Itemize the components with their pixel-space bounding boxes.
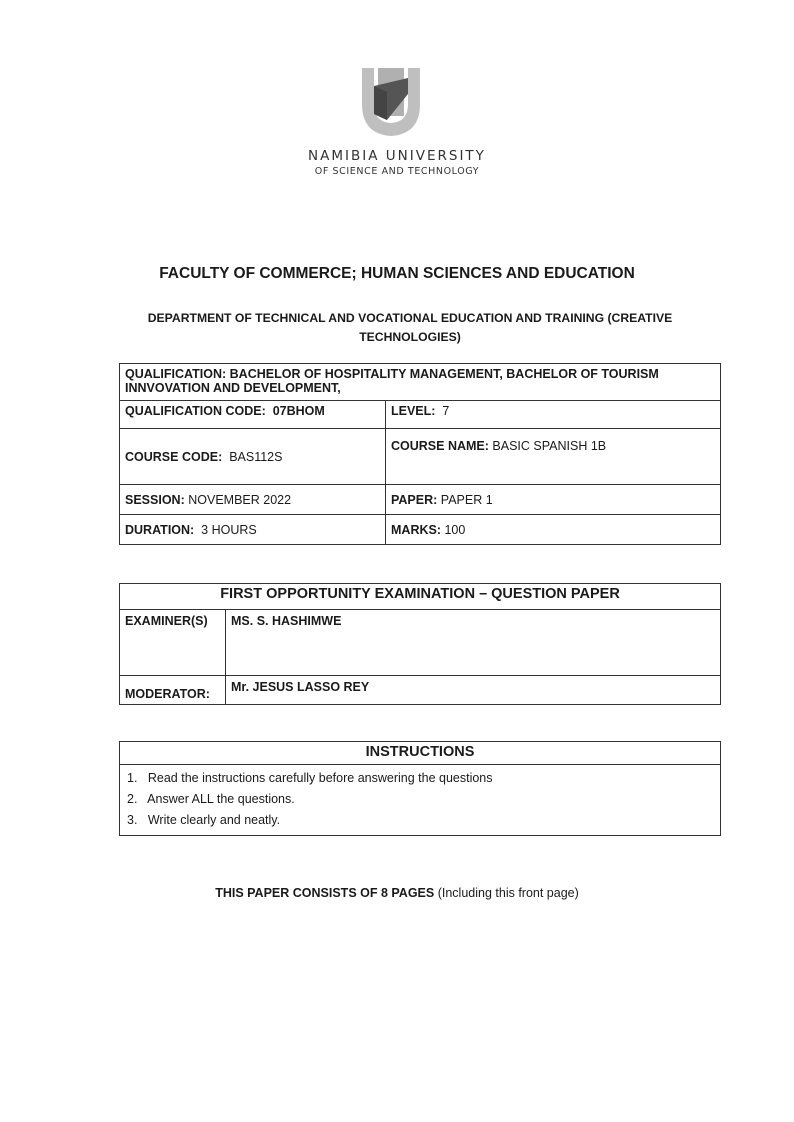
paper-cell bbox=[386, 485, 721, 515]
moderator-label: MODERATOR: bbox=[120, 676, 226, 705]
session-value: NOVEMBER 2022 bbox=[188, 492, 292, 507]
examination-table bbox=[119, 583, 721, 705]
instruction-number: 3. bbox=[127, 813, 138, 827]
instruction-item bbox=[127, 768, 713, 789]
qualification-code-value: 07BHOM bbox=[272, 404, 325, 418]
examiner-value: MS. S. HASHIMWE bbox=[226, 610, 721, 676]
level-label: LEVEL: bbox=[391, 404, 436, 418]
paper-label: PAPER: bbox=[391, 492, 438, 507]
instructions-list bbox=[120, 765, 721, 836]
marks-value: 100 bbox=[444, 522, 466, 537]
instruction-item bbox=[127, 789, 713, 810]
instruction-text: Write clearly and neatly. bbox=[147, 813, 281, 827]
page-count-normal: (Including this front page) bbox=[437, 886, 579, 900]
page-count-bold: THIS PAPER CONSISTS OF 8 PAGES bbox=[215, 886, 435, 900]
department-title: DEPARTMENT OF TECHNICAL AND VOCATIONAL EDUCATION AND TRAINING (CREATIVE TECHNOLOGIES) bbox=[147, 311, 673, 344]
examiner-label: EXAMINER(S) bbox=[120, 610, 226, 676]
university-logo-icon bbox=[356, 64, 426, 138]
course-name-cell bbox=[386, 429, 721, 485]
instruction-text: Answer ALL the questions. bbox=[147, 792, 295, 806]
course-details-table bbox=[119, 363, 721, 545]
instruction-number: 1. bbox=[127, 771, 138, 785]
course-code-label: COURSE CODE: bbox=[125, 449, 223, 464]
duration-value: 3 HOURS bbox=[201, 522, 257, 537]
instructions-table bbox=[119, 741, 721, 836]
level-cell bbox=[386, 401, 721, 429]
qualification-label: QUALIFICATION: bbox=[125, 367, 227, 381]
examination-title: FIRST OPPORTUNITY EXAMINATION – QUESTION PAPER bbox=[120, 584, 721, 610]
session-cell bbox=[120, 485, 386, 515]
university-name: NAMIBIA UNIVERSITY bbox=[308, 148, 486, 164]
university-subtitle: OF SCIENCE AND TECHNOLOGY bbox=[314, 166, 480, 177]
level-value: 7 bbox=[442, 404, 450, 418]
paper-value: PAPER 1 bbox=[440, 492, 493, 507]
qualification-value: BACHELOR OF HOSPITALITY MANAGEMENT, BACHELOR OF TOURISM INNVOVATION AND DEVELOPMENT, bbox=[125, 367, 659, 395]
course-code-cell bbox=[120, 429, 386, 485]
marks-label: MARKS: bbox=[391, 522, 441, 537]
duration-cell bbox=[120, 515, 386, 545]
qualification-cell bbox=[120, 364, 721, 401]
session-label: SESSION: bbox=[125, 492, 185, 507]
instruction-number: 2. bbox=[127, 792, 138, 806]
instruction-text: Read the instructions carefully before answering the questions bbox=[147, 771, 493, 785]
instructions-title: INSTRUCTIONS bbox=[120, 742, 721, 765]
qualification-code-label: QUALIFICATION CODE: bbox=[125, 404, 266, 418]
course-code-value: BAS112S bbox=[229, 449, 283, 464]
moderator-value: Mr. JESUS LASSO REY bbox=[226, 676, 721, 705]
marks-cell bbox=[386, 515, 721, 545]
qualification-code-cell bbox=[120, 401, 386, 429]
faculty-title: FACULTY OF COMMERCE; HUMAN SCIENCES AND EDUCATION bbox=[159, 265, 635, 282]
duration-label: DURATION: bbox=[125, 522, 195, 537]
instruction-item bbox=[127, 810, 713, 831]
course-name-value: BASIC SPANISH 1B bbox=[492, 439, 607, 453]
page-count-note bbox=[0, 886, 794, 900]
course-name-label: COURSE NAME: bbox=[391, 439, 489, 453]
